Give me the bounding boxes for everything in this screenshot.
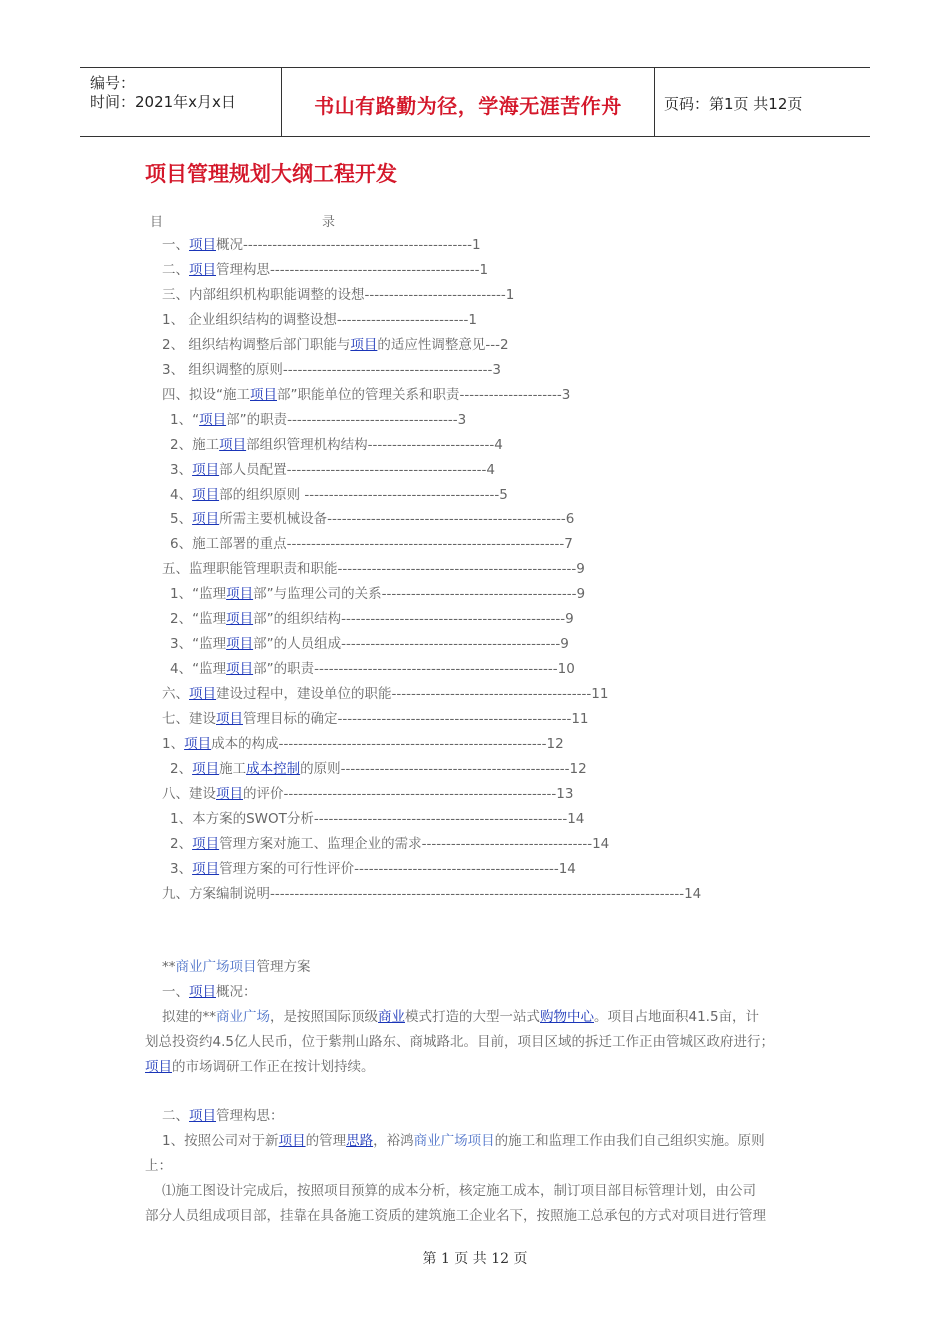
toc-entry-text: 九、方案编制说明-------------------------------------------------------------------------------------14	[162, 885, 702, 902]
toc-entry-text: 部的组织原则 ----------------------------------------5	[219, 486, 508, 503]
toc-entry	[162, 386, 570, 404]
keyword-link[interactable]: 购物中心	[540, 1009, 594, 1025]
toc-entry-link[interactable]: 项目	[192, 860, 220, 877]
toc-entry-link[interactable]: 项目	[192, 835, 220, 852]
toc-entry-text: 的适应性调整意见---2	[377, 336, 509, 353]
toc-entry	[162, 286, 514, 304]
toc-entry-link[interactable]: 项目	[350, 336, 378, 353]
toc-entry-text: 2、	[170, 835, 193, 852]
toc-entry	[170, 411, 466, 429]
toc-entry-text: 3、	[170, 860, 193, 877]
toc-entry-text: 部”的职责--------------------------------------------------10	[253, 661, 575, 678]
toc-entry	[162, 261, 488, 279]
toc-entry	[162, 361, 501, 379]
toc-entry-text: 1、“	[170, 411, 200, 428]
toc-entry-link[interactable]: 项目	[216, 785, 243, 802]
number-label: 编号：	[90, 74, 136, 92]
section2-para-line-1	[162, 1132, 765, 1150]
toc-entry-text: 1、“监理	[170, 586, 227, 603]
section1-para-line-1	[162, 1008, 759, 1026]
text: 部分人员组成项目部，挂靠在具备施工资质的建筑施工企业名下，按照施工总承包的方式对项目进行管理	[145, 1208, 766, 1224]
toc-entry-text: 3、“监理	[170, 636, 227, 653]
keyword-link[interactable]: 项目	[278, 1133, 306, 1149]
toc-entry	[170, 461, 495, 479]
toc-entry-text: 2、“监理	[170, 611, 227, 628]
section2-heading-suffix: 管理构思：	[216, 1108, 284, 1124]
toc-entry	[170, 510, 574, 528]
text: 1、按照公司对于新	[162, 1133, 279, 1149]
toc-entry	[170, 585, 585, 603]
toc-entry-link[interactable]: 项目	[216, 711, 243, 728]
toc-entry	[170, 860, 576, 878]
section-title	[162, 958, 311, 976]
toc-entry-text: 管理目标的确定------------------------------------------------11	[243, 711, 589, 728]
text: 上：	[145, 1158, 172, 1174]
toc-entry	[162, 311, 477, 329]
text: 拟建的**	[162, 1009, 216, 1025]
toc-entry-link[interactable]: 项目	[226, 661, 254, 678]
text: ，裕鸿	[373, 1133, 414, 1149]
text: ，是按照国际顶级	[270, 1009, 378, 1025]
toc-entry-link[interactable]: 项目	[250, 386, 277, 403]
toc-entry-link[interactable]: 项目	[192, 461, 220, 478]
toc-entry	[162, 885, 701, 903]
toc-entry-text: 所需主要机械设备-------------------------------------------------6	[219, 511, 575, 528]
keyword-link[interactable]: 商业广场项目	[413, 1133, 495, 1149]
keyword-link[interactable]: 商业广场	[216, 1009, 270, 1025]
toc-entry	[170, 535, 573, 553]
toc-entry-text: 七、建设	[162, 711, 216, 728]
toc-entry	[170, 810, 584, 828]
toc-entry-text: 的评价--------------------------------------------------------13	[243, 785, 574, 802]
page-footer: 第 1 页 共 12 页	[422, 1251, 528, 1267]
section1-para-line-3	[145, 1058, 375, 1076]
toc-entry-text: 三、内部组织机构职能调整的设想-----------------------------1	[162, 286, 515, 303]
toc-entry-text: 4、“监理	[170, 661, 227, 678]
text: 划总投资约4.5亿人民币，位于紫荆山路东、商城路北。目前，项目区域的拆迁工作正由管城区政府进行；	[145, 1034, 774, 1050]
section-title-suffix: 管理方案	[256, 959, 311, 975]
toc-entry-text: 1、	[162, 736, 185, 752]
toc-entry-text: 2、 组织结构调整后部门职能与	[162, 336, 351, 353]
toc-entry-link[interactable]: 项目	[189, 686, 216, 703]
toc-entry-text: 部”职能单位的管理关系和职责---------------------3	[277, 386, 571, 403]
toc-entry-link[interactable]: 项目	[199, 411, 227, 428]
header-motto-cell	[282, 68, 655, 136]
toc-entry-text: 五、监理职能管理职责和职能-------------------------------------------------9	[162, 561, 585, 578]
toc-entry-text: 的原则-----------------------------------------------12	[300, 760, 587, 777]
header-page-cell	[655, 68, 870, 136]
time-label: 时间：2021年x月x日	[90, 93, 236, 111]
section2-para-line-2	[145, 1157, 172, 1175]
toc-entry-link[interactable]: 项目	[189, 261, 216, 278]
toc-entry-text: 建设过程中，建设单位的职能-----------------------------------------11	[216, 686, 609, 703]
toc-entry-link[interactable]: 项目	[219, 436, 247, 453]
section1-heading-prefix: 一、	[162, 984, 189, 1000]
toc-entry-text: 一、	[162, 237, 189, 253]
toc-entry-text: 2、施工	[170, 436, 220, 453]
text: 的管理	[305, 1133, 347, 1149]
page-header	[80, 67, 870, 137]
toc-entry	[162, 735, 564, 753]
toc-entry-link[interactable]: 成本控制	[246, 760, 301, 777]
toc-entry	[170, 486, 508, 504]
toc-entry-text: 概况-----------------------------------------------1	[216, 237, 481, 253]
toc-entry-text: 施工	[219, 760, 247, 777]
section-title-prefix: **	[162, 959, 176, 975]
toc-entry-text: 管理构思-------------------------------------------1	[216, 261, 489, 278]
toc-entry-link[interactable]: 项目	[192, 760, 220, 777]
toc-entry-text: 二、	[162, 261, 189, 278]
section2-heading	[162, 1107, 284, 1125]
toc-entry-text: 2、	[170, 760, 193, 777]
keyword-link[interactable]: 商业	[378, 1009, 405, 1025]
toc-entry	[162, 336, 509, 354]
motto: 书山有路勤为径，学海无涯苦作舟	[314, 94, 622, 118]
toc-entry-text: 管理方案的可行性评价------------------------------------------14	[219, 860, 576, 877]
toc-entry	[170, 610, 574, 628]
section2-para-line-3	[162, 1182, 756, 1200]
toc-entry-text: 成本的构成-------------------------------------------------------12	[211, 736, 564, 752]
toc-entry-link[interactable]: 项目	[226, 636, 254, 653]
toc-entry-text: 部”与监理公司的关系----------------------------------------9	[253, 586, 586, 603]
toc-entry	[162, 236, 481, 254]
toc-entry-text: 1、 企业组织结构的调整设想---------------------------1	[162, 311, 477, 328]
toc-entry-text: 管理方案对施工、监理企业的需求-----------------------------------14	[219, 835, 610, 852]
toc-entry-link[interactable]: 项目	[226, 611, 254, 628]
toc-entry-text: 1、本方案的SWOT分析----------------------------------------------------14	[170, 810, 585, 827]
toc-entry-link[interactable]: 项目	[192, 486, 220, 503]
toc-entry-text: 6、施工部署的重点---------------------------------------------------------7	[170, 536, 573, 553]
toc-entry	[170, 436, 503, 454]
keyword-link[interactable]: 项目	[145, 1059, 172, 1075]
toc-entry-text: 部组织管理机构结构--------------------------4	[246, 436, 503, 453]
toc-entry-text: 部”的人员组成---------------------------------------------9	[253, 636, 569, 653]
keyword-link[interactable]: 思路	[346, 1133, 374, 1149]
section2-para-line-4	[145, 1207, 766, 1225]
section1-heading-suffix: 概况：	[216, 984, 257, 1000]
section-title-keyword[interactable]: 商业广场项目	[175, 959, 257, 975]
section2-heading-prefix: 二、	[162, 1108, 189, 1124]
page-info: 页码：第1页 共12页	[664, 95, 803, 113]
toc-entry-link[interactable]: 项目	[184, 736, 212, 752]
toc-entry	[170, 835, 609, 853]
text: 的施工和监理工作由我们自己组织实施。原则	[494, 1133, 765, 1149]
toc-heading-right: 录	[322, 215, 336, 230]
toc-entry	[170, 660, 575, 678]
toc-entry-link[interactable]: 项目	[189, 237, 216, 253]
toc-entry	[170, 635, 569, 653]
toc-entry-text: 3、	[170, 461, 193, 478]
text: 。项目占地面积41.5亩，计	[594, 1009, 760, 1025]
toc-entry-text: 部”的职责-----------------------------------3	[226, 411, 467, 428]
toc-entry-text: 3、 组织调整的原则-------------------------------------------3	[162, 361, 501, 378]
toc-heading-left: 目	[150, 215, 164, 230]
toc-entry-text: 四、拟设“施工	[162, 386, 250, 403]
toc-entry	[162, 710, 589, 728]
section1-heading	[162, 983, 257, 1001]
header-meta-cell	[80, 68, 282, 136]
toc-entry-text: 4、	[170, 486, 193, 503]
toc-entry-text: 部”的组织结构----------------------------------------------9	[253, 611, 574, 628]
toc-entry	[170, 760, 587, 778]
text: 的市场调研工作正在按计划持续。	[172, 1059, 375, 1075]
toc-entry-text: 5、	[170, 511, 193, 528]
toc-entry-text: 六、	[162, 686, 189, 703]
text: ⑴施工图设计完成后，按照项目预算的成本分析，核定施工成本，制订项目部目标管理计划，由公司	[162, 1183, 756, 1199]
section1-heading-link[interactable]: 项目	[189, 984, 216, 1000]
section1-para-line-2	[145, 1033, 774, 1051]
toc-entry-link[interactable]: 项目	[192, 511, 220, 528]
toc-entry-link[interactable]: 项目	[226, 586, 254, 603]
document-title: 项目管理规划大纲工程开发	[145, 161, 397, 186]
toc-entry-text: 八、建设	[162, 785, 216, 802]
toc-entry-text: 部人员配置-----------------------------------------4	[219, 461, 495, 478]
text: 模式打造的大型一站式	[405, 1009, 540, 1025]
section2-heading-link[interactable]: 项目	[189, 1108, 216, 1124]
toc-entry	[162, 685, 608, 703]
toc-entry	[162, 560, 585, 578]
toc-entry	[162, 785, 573, 803]
